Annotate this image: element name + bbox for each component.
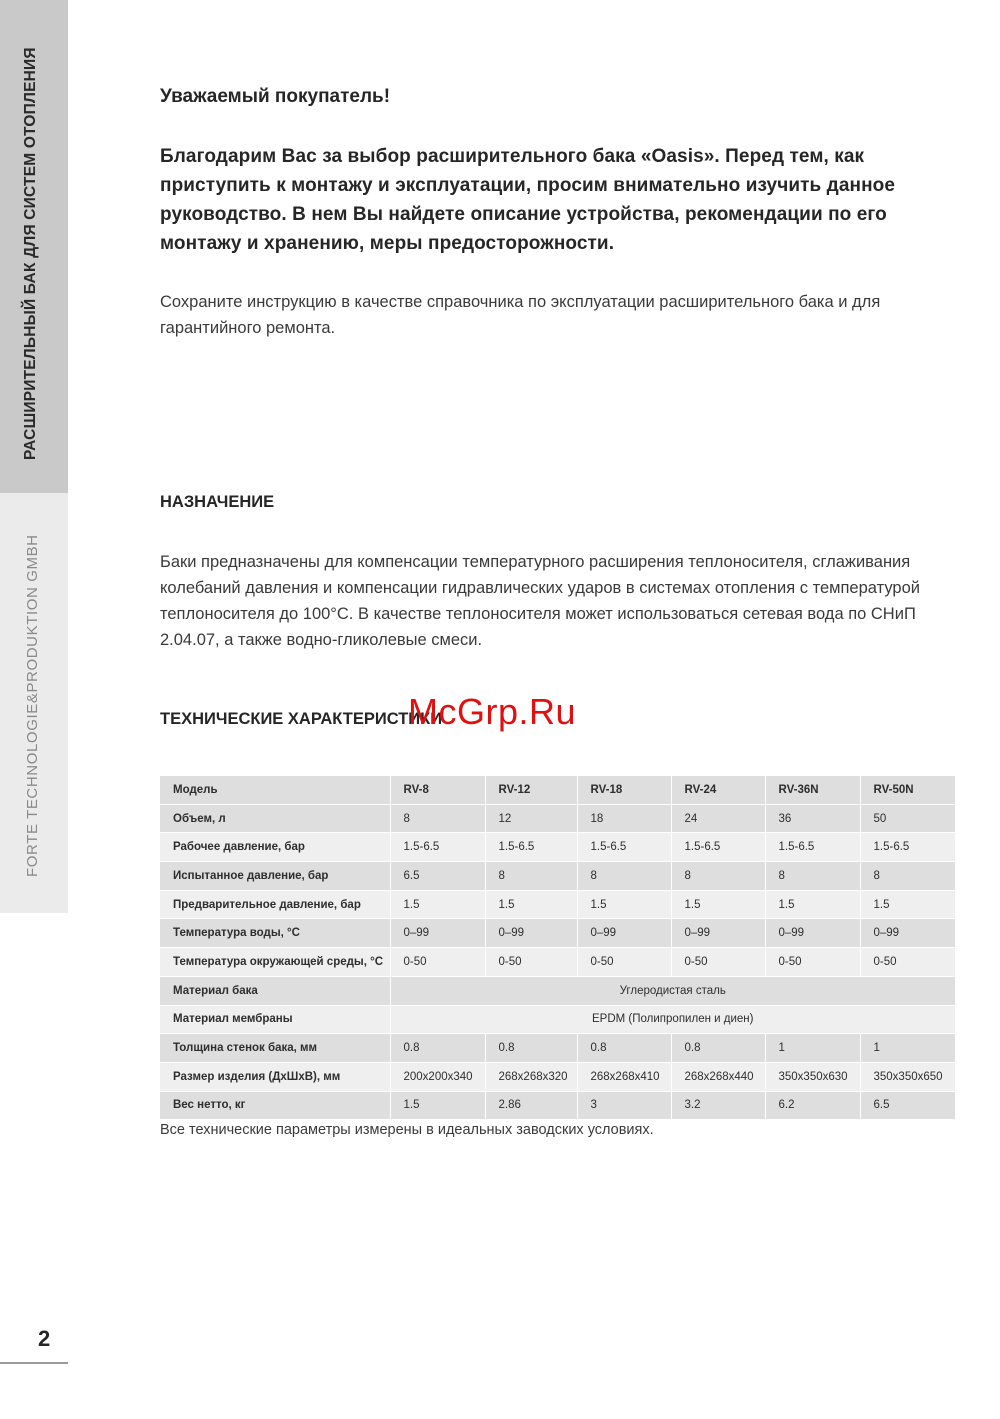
table-cell: 0.8 xyxy=(671,1034,765,1063)
table-cell: 268x268x440 xyxy=(671,1062,765,1091)
table-row xyxy=(160,1062,955,1091)
table-cell: 2.86 xyxy=(485,1091,577,1120)
table-cell: 0–99 xyxy=(390,919,485,948)
table-row xyxy=(160,862,955,891)
table-cell: 1.5 xyxy=(390,1091,485,1120)
column-header-rv-36n: RV-36N xyxy=(765,776,860,804)
sidebar-company: FORTE TECHNOLOGIE&PRODUKTION GMBH xyxy=(24,534,41,877)
table-row xyxy=(160,1091,955,1120)
row-label: Испытанное давление, бар xyxy=(160,862,390,891)
table-cell: 8 xyxy=(390,804,485,833)
table-cell: 8 xyxy=(577,862,671,891)
watermark: McGrp.Ru xyxy=(408,691,577,732)
table-cell: 268x268x320 xyxy=(485,1062,577,1091)
table-cell: 1.5 xyxy=(485,890,577,919)
table-cell: 0-50 xyxy=(390,948,485,977)
row-label: Рабочее давление, бар xyxy=(160,833,390,862)
table-row xyxy=(160,919,955,948)
table-cell: 1.5-6.5 xyxy=(671,833,765,862)
table-row xyxy=(160,804,955,833)
table-cell: 0-50 xyxy=(577,948,671,977)
table-cell: 0–99 xyxy=(765,919,860,948)
table-cell: 350x350x630 xyxy=(765,1062,860,1091)
table-cell: 0–99 xyxy=(860,919,955,948)
table-cell: 1.5 xyxy=(860,890,955,919)
table-cell: 1.5 xyxy=(390,890,485,919)
table-cell: 0.8 xyxy=(485,1034,577,1063)
specs-footnote: Все технические параметры измерены в идеальных заводских условиях. xyxy=(160,1122,654,1138)
table-cell: 1 xyxy=(765,1034,860,1063)
table-cell: 1.5-6.5 xyxy=(577,833,671,862)
table-cell: 6.5 xyxy=(860,1091,955,1120)
table-cell: 1.5-6.5 xyxy=(860,833,955,862)
table-row xyxy=(160,1005,955,1034)
purpose-heading: НАЗНАЧЕНИЕ xyxy=(160,493,275,511)
row-label: Толщина стенок бака, мм xyxy=(160,1034,390,1063)
table-cell: 1 xyxy=(860,1034,955,1063)
row-label: Температура окружающей среды, °С xyxy=(160,948,390,977)
table-cell: 268x268x410 xyxy=(577,1062,671,1091)
column-header-rv-24: RV-24 xyxy=(671,776,765,804)
table-row xyxy=(160,948,955,977)
sidebar-title: РАСШИРИТЕЛЬНЫЙ БАК ДЛЯ СИСТЕМ ОТОПЛЕНИЯ xyxy=(22,47,39,460)
table-cell: 0–99 xyxy=(485,919,577,948)
table-cell: 3.2 xyxy=(671,1091,765,1120)
row-label: Температура воды, °С xyxy=(160,919,390,948)
table-cell: 50 xyxy=(860,804,955,833)
row-label: Объем, л xyxy=(160,804,390,833)
greeting: Уважаемый покупатель! xyxy=(160,86,391,107)
row-label: Материал бака xyxy=(160,976,390,1005)
table-cell: 8 xyxy=(860,862,955,891)
table-cell-merged: Углеродистая сталь xyxy=(390,976,955,1005)
table-cell: 1.5-6.5 xyxy=(390,833,485,862)
row-label: Вес нетто, кг xyxy=(160,1091,390,1120)
table-row xyxy=(160,976,955,1005)
table-row xyxy=(160,1034,955,1063)
table-row xyxy=(160,890,955,919)
table-cell: 350x350x650 xyxy=(860,1062,955,1091)
table-cell: 0–99 xyxy=(671,919,765,948)
save-note: Сохраните инструкцию в качестве справочника по эксплуатации расширительного бака и для гарантийного ремонта. xyxy=(160,293,881,337)
specs-heading: ТЕХНИЧЕСКИЕ ХАРАКТЕРИСТИКИ xyxy=(160,710,443,728)
table-cell: 24 xyxy=(671,804,765,833)
table-cell: 1.5-6.5 xyxy=(485,833,577,862)
column-header-rv-8: RV-8 xyxy=(390,776,485,804)
table-row xyxy=(160,833,955,862)
table-cell: 0.8 xyxy=(577,1034,671,1063)
table-cell: 1.5 xyxy=(765,890,860,919)
table-cell: 8 xyxy=(485,862,577,891)
row-label: Размер изделия (ДхШхВ), мм xyxy=(160,1062,390,1091)
table-cell: 3 xyxy=(577,1091,671,1120)
table-cell: 8 xyxy=(765,862,860,891)
table-cell: 8 xyxy=(671,862,765,891)
table-cell: 6.5 xyxy=(390,862,485,891)
specs-table xyxy=(160,776,955,1120)
table-cell: 1.5 xyxy=(671,890,765,919)
table-cell: 0-50 xyxy=(860,948,955,977)
page-number-rule xyxy=(0,1362,68,1364)
table-header-row xyxy=(160,776,955,804)
purpose-text: Баки предназначены для компенсации температурного расширения теплоносителя, сглаживания колебаний давления и компенсации гидравлических ударов в системах отопления с температурой теплоносителя до 100°С. В качестве теплоносителя может использоваться сетевая вода по СНиП 2.04.07, а также водно-гликолевые смеси. xyxy=(160,553,920,649)
column-header-rv-50n: RV-50N xyxy=(860,776,955,804)
table-cell: 0-50 xyxy=(671,948,765,977)
row-label: Предварительное давление, бар xyxy=(160,890,390,919)
row-label: Материал мембраны xyxy=(160,1005,390,1034)
table-cell: 1.5-6.5 xyxy=(765,833,860,862)
table-cell: 0–99 xyxy=(577,919,671,948)
table-cell: 36 xyxy=(765,804,860,833)
column-header-rv-12: RV-12 xyxy=(485,776,577,804)
table-cell: 1.5 xyxy=(577,890,671,919)
table-cell: 6.2 xyxy=(765,1091,860,1120)
column-header-model: Модель xyxy=(160,776,390,804)
table-cell: 0-50 xyxy=(765,948,860,977)
table-cell: 0.8 xyxy=(390,1034,485,1063)
table-cell: 18 xyxy=(577,804,671,833)
table-cell-merged: EPDM (Полипропилен и диен) xyxy=(390,1005,955,1034)
table-cell: 200x200x340 xyxy=(390,1062,485,1091)
table-cell: 12 xyxy=(485,804,577,833)
column-header-rv-18: RV-18 xyxy=(577,776,671,804)
table-cell: 0-50 xyxy=(485,948,577,977)
intro-text: Благодарим Вас за выбор расширительного бака «Oasis». Перед тем, как приступить к монтажу и эксплуатации, просим внимательно изучить данное руководство. В нем Вы найдете описание устройства, рекомендации по его монтажу и хранению, меры предосторожности. xyxy=(160,146,896,254)
page-number: 2 xyxy=(38,1326,51,1351)
